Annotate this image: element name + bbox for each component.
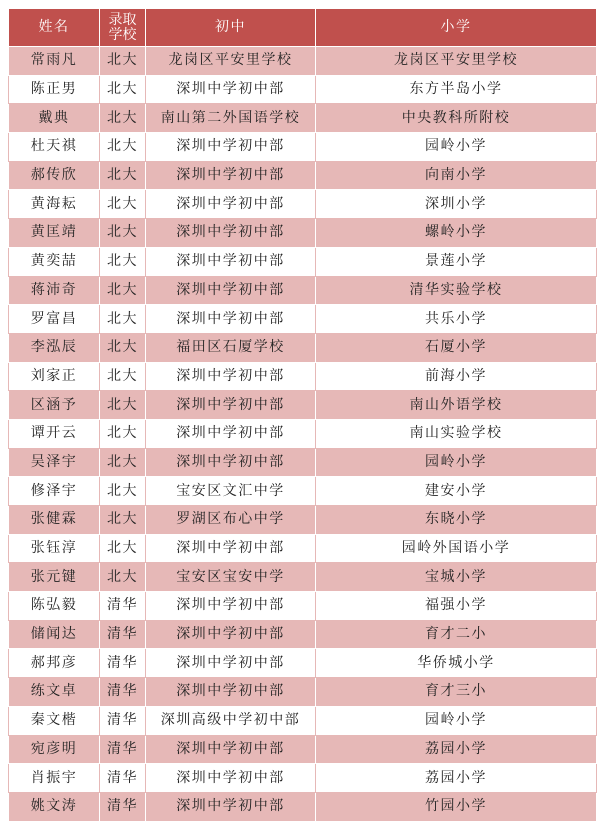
cell-name: 张健霖	[9, 506, 100, 535]
cell-name: 常雨凡	[9, 47, 100, 76]
cell-name: 练文卓	[9, 678, 100, 707]
table-row	[9, 678, 597, 707]
table-row	[9, 706, 597, 735]
cell-middle-school: 深圳中学初中部	[146, 133, 316, 162]
cell-primary-school: 园岭小学	[316, 448, 597, 477]
table-row	[9, 333, 597, 362]
cell-name: 黄匡靖	[9, 219, 100, 248]
cell-admit-school: 北大	[100, 362, 146, 391]
cell-name: 区涵予	[9, 391, 100, 420]
cell-primary-school: 东晓小学	[316, 506, 597, 535]
table-row	[9, 620, 597, 649]
cell-name: 肖振宇	[9, 764, 100, 793]
cell-primary-school: 育才二小	[316, 620, 597, 649]
cell-admit-school: 北大	[100, 247, 146, 276]
cell-name: 郝传欣	[9, 161, 100, 190]
cell-primary-school: 园岭小学	[316, 706, 597, 735]
cell-middle-school: 深圳中学初中部	[146, 190, 316, 219]
cell-admit-school: 北大	[100, 161, 146, 190]
cell-admit-school: 清华	[100, 649, 146, 678]
cell-admit-school: 清华	[100, 735, 146, 764]
table-row	[9, 75, 597, 104]
cell-primary-school: 园岭小学	[316, 133, 597, 162]
cell-middle-school: 深圳中学初中部	[146, 276, 316, 305]
table-row	[9, 534, 597, 563]
table-row	[9, 592, 597, 621]
cell-primary-school: 深圳小学	[316, 190, 597, 219]
cell-middle-school: 深圳中学初中部	[146, 448, 316, 477]
cell-primary-school: 竹园小学	[316, 792, 597, 821]
table-row	[9, 448, 597, 477]
cell-admit-school: 北大	[100, 448, 146, 477]
table-row	[9, 764, 597, 793]
cell-middle-school: 深圳中学初中部	[146, 419, 316, 448]
table-row	[9, 104, 597, 133]
table-row	[9, 419, 597, 448]
cell-name: 杜天祺	[9, 133, 100, 162]
table-row	[9, 219, 597, 248]
header-name: 姓名	[9, 9, 100, 47]
header-admit-school	[100, 9, 146, 47]
cell-primary-school: 园岭外国语小学	[316, 534, 597, 563]
cell-primary-school: 南山实验学校	[316, 419, 597, 448]
table-row	[9, 477, 597, 506]
cell-middle-school: 宝安区宝安中学	[146, 563, 316, 592]
cell-primary-school: 荔园小学	[316, 764, 597, 793]
cell-name: 谭开云	[9, 419, 100, 448]
cell-name: 张钰淳	[9, 534, 100, 563]
cell-admit-school: 清华	[100, 706, 146, 735]
cell-admit-school: 北大	[100, 477, 146, 506]
table-row	[9, 506, 597, 535]
cell-admit-school: 北大	[100, 305, 146, 334]
cell-middle-school: 深圳中学初中部	[146, 620, 316, 649]
table-row	[9, 792, 597, 821]
header-primary-school: 小学	[316, 9, 597, 47]
header-row	[9, 9, 597, 47]
cell-name: 姚文涛	[9, 792, 100, 821]
cell-primary-school: 清华实验学校	[316, 276, 597, 305]
cell-middle-school: 深圳中学初中部	[146, 305, 316, 334]
cell-admit-school: 清华	[100, 792, 146, 821]
cell-middle-school: 深圳中学初中部	[146, 534, 316, 563]
cell-middle-school: 深圳中学初中部	[146, 75, 316, 104]
cell-admit-school: 清华	[100, 620, 146, 649]
table-row	[9, 391, 597, 420]
header-admit-school-line1: 录取	[108, 11, 137, 28]
cell-admit-school: 北大	[100, 333, 146, 362]
cell-admit-school: 清华	[100, 592, 146, 621]
cell-name: 吴泽宇	[9, 448, 100, 477]
cell-middle-school: 深圳中学初中部	[146, 678, 316, 707]
table-body	[9, 47, 597, 822]
cell-admit-school: 北大	[100, 47, 146, 76]
cell-primary-school: 螺岭小学	[316, 219, 597, 248]
cell-admit-school: 清华	[100, 764, 146, 793]
table-row	[9, 563, 597, 592]
cell-admit-school: 北大	[100, 391, 146, 420]
table-row	[9, 247, 597, 276]
cell-name: 宛彦明	[9, 735, 100, 764]
cell-name: 储闻达	[9, 620, 100, 649]
cell-name: 李泓辰	[9, 333, 100, 362]
cell-middle-school: 深圳中学初中部	[146, 792, 316, 821]
cell-middle-school: 深圳中学初中部	[146, 247, 316, 276]
cell-admit-school: 北大	[100, 419, 146, 448]
header-admit-school-line2: 学校	[108, 26, 137, 43]
table-row	[9, 47, 597, 76]
cell-primary-school: 宝城小学	[316, 563, 597, 592]
cell-middle-school: 深圳高级中学初中部	[146, 706, 316, 735]
cell-name: 张元键	[9, 563, 100, 592]
cell-admit-school: 北大	[100, 534, 146, 563]
cell-name: 刘家正	[9, 362, 100, 391]
cell-primary-school: 华侨城小学	[316, 649, 597, 678]
cell-name: 修泽宇	[9, 477, 100, 506]
cell-admit-school: 北大	[100, 563, 146, 592]
header-middle-school: 初中	[146, 9, 316, 47]
cell-admit-school: 清华	[100, 678, 146, 707]
cell-middle-school: 深圳中学初中部	[146, 391, 316, 420]
cell-middle-school: 深圳中学初中部	[146, 161, 316, 190]
cell-admit-school: 北大	[100, 133, 146, 162]
cell-primary-school: 向南小学	[316, 161, 597, 190]
cell-admit-school: 北大	[100, 190, 146, 219]
cell-primary-school: 育才三小	[316, 678, 597, 707]
table-header	[9, 9, 597, 47]
cell-middle-school: 深圳中学初中部	[146, 592, 316, 621]
cell-primary-school: 荔园小学	[316, 735, 597, 764]
cell-middle-school: 龙岗区平安里学校	[146, 47, 316, 76]
cell-admit-school: 北大	[100, 104, 146, 133]
table-row	[9, 190, 597, 219]
cell-name: 罗富昌	[9, 305, 100, 334]
table-row	[9, 649, 597, 678]
cell-middle-school: 深圳中学初中部	[146, 764, 316, 793]
cell-primary-school: 东方半岛小学	[316, 75, 597, 104]
cell-name: 郝邦彦	[9, 649, 100, 678]
cell-admit-school: 北大	[100, 219, 146, 248]
cell-middle-school: 宝安区文汇中学	[146, 477, 316, 506]
cell-middle-school: 深圳中学初中部	[146, 362, 316, 391]
table-row	[9, 362, 597, 391]
cell-primary-school: 龙岗区平安里学校	[316, 47, 597, 76]
cell-middle-school: 福田区石厦学校	[146, 333, 316, 362]
table-row	[9, 133, 597, 162]
cell-name: 黄奕喆	[9, 247, 100, 276]
cell-name: 黄海耘	[9, 190, 100, 219]
cell-name: 蒋沛奇	[9, 276, 100, 305]
cell-middle-school: 深圳中学初中部	[146, 219, 316, 248]
cell-primary-school: 中央教科所附校	[316, 104, 597, 133]
cell-middle-school: 深圳中学初中部	[146, 735, 316, 764]
cell-name: 陈正男	[9, 75, 100, 104]
admissions-table-container	[8, 8, 596, 822]
admissions-table	[8, 8, 597, 822]
cell-middle-school: 南山第二外国语学校	[146, 104, 316, 133]
cell-middle-school: 深圳中学初中部	[146, 649, 316, 678]
table-row	[9, 735, 597, 764]
cell-name: 秦文楷	[9, 706, 100, 735]
table-row	[9, 305, 597, 334]
cell-name: 戴典	[9, 104, 100, 133]
cell-admit-school: 北大	[100, 75, 146, 104]
cell-primary-school: 石厦小学	[316, 333, 597, 362]
table-row	[9, 276, 597, 305]
cell-middle-school: 罗湖区布心中学	[146, 506, 316, 535]
cell-primary-school: 前海小学	[316, 362, 597, 391]
cell-admit-school: 北大	[100, 276, 146, 305]
cell-name: 陈弘毅	[9, 592, 100, 621]
cell-primary-school: 景莲小学	[316, 247, 597, 276]
table-row	[9, 161, 597, 190]
cell-primary-school: 南山外语学校	[316, 391, 597, 420]
cell-admit-school: 北大	[100, 506, 146, 535]
cell-primary-school: 建安小学	[316, 477, 597, 506]
cell-primary-school: 福强小学	[316, 592, 597, 621]
cell-primary-school: 共乐小学	[316, 305, 597, 334]
